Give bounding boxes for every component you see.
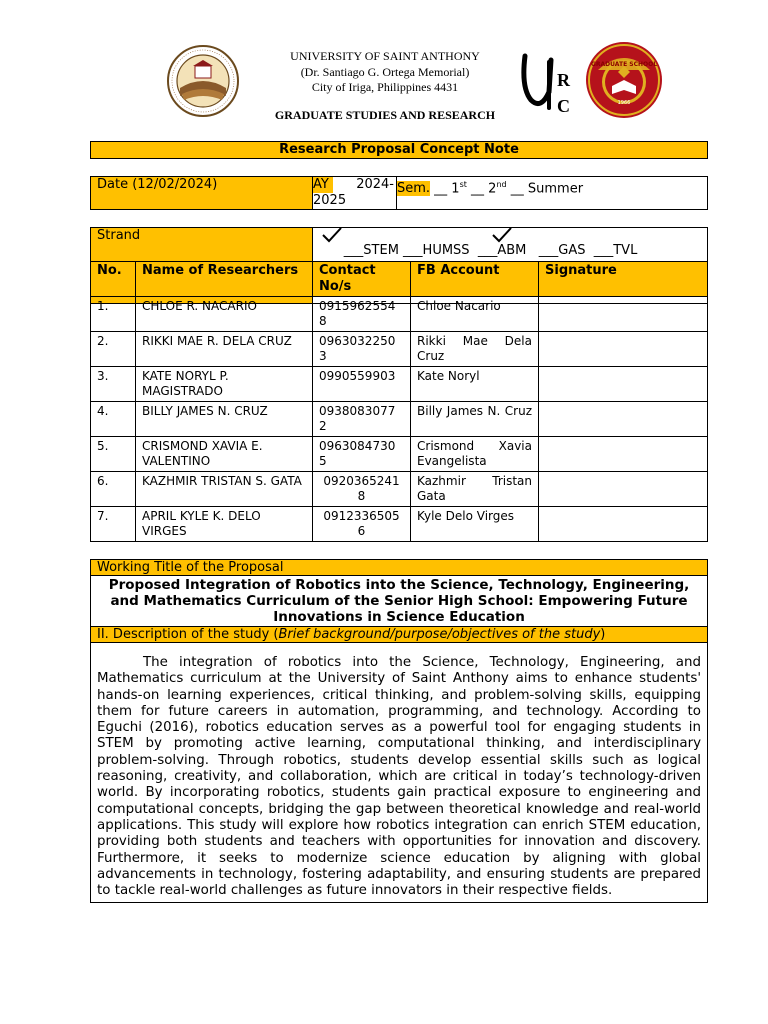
strand-options-text: ___STEM ___HUMSS ___ABM ___GAS ___TVL — [343, 243, 638, 258]
stem-check-icon — [321, 226, 343, 244]
urc-logo — [519, 48, 581, 118]
signature-cell[interactable] — [539, 367, 708, 402]
proposal-title: Proposed Integration of Robotics into the Science, Technology, Engineering, and Mathematics Curriculum of the Senior High School: Empowering Future Innovations in Science Education — [91, 576, 708, 627]
proposal-table — [90, 559, 708, 903]
ay-label: AY — [313, 177, 333, 193]
meta-table — [90, 176, 708, 210]
signature-cell[interactable] — [539, 437, 708, 472]
sem-second-option: __ 2 — [466, 181, 497, 197]
signature-cell[interactable] — [539, 507, 708, 542]
working-title-label: Working Title of the Proposal — [91, 560, 708, 576]
university-memorial: (Dr. Santiago G. Ortega Memorial) — [300, 65, 470, 79]
table-row: 7. APRIL KYLE K. DELO VIRGES 0912336505 6 Kyle Delo Virges — [91, 507, 708, 542]
form-title: Research Proposal Concept Note — [91, 142, 708, 159]
researchers-table — [90, 261, 708, 542]
table-row: 4. BILLY JAMES N. CRUZ 0938083077 2 Billy James N. Cruz — [91, 402, 708, 437]
graduate-school-seal — [584, 40, 664, 120]
table-row: 6. KAZHMIR TRISTAN S. GATA 0920365241 8 Kazhmir Tristan Gata — [91, 472, 708, 507]
ay-cell — [313, 177, 397, 210]
header-contact: Contact No/s — [313, 262, 411, 297]
description-body: The integration of robotics into the Science, Technology, Engineering, and Mathematics curriculum at the University of Saint Anthony aims to enhance students' hands-on learning experiences, critical thinking, and problem-solving skills, equipping them for future careers in automation, programming, and technology. According to Eguchi (2016), robotics education serves as a powerful tool for engaging students in STEM by promoting active learning, computational thinking, and interdisciplinary problem-solving. Through robotics, students develop essential skills such as logical reasoning, creativity, and collaboration, which are critical in today’s technology-driven world. By incorporating robotics, students gain practical exposure to engineering and computational concepts, bridging the gap between theoretical knowledge and real-world applications. This study will explore how robotics integration can enrich STEM education, providing both students and teachers with opportunities for innovation and discovery. Furthermore, it seeks to modernize science education by aligning with global advancements in technology, fostering adaptability, and ensuring students are prepared to tackle real-world challenges as future innovators in their respective fields. — [91, 643, 708, 903]
ay-value-start: 2024- — [356, 177, 394, 192]
sem-cell: Sem. __ 1st __ 2nd __ Summer — [397, 177, 708, 210]
date-cell: Date (12/02/2024) — [91, 177, 313, 210]
description-hint: Brief background/purpose/objectives of the study — [278, 627, 601, 642]
signature-cell[interactable] — [539, 472, 708, 507]
ay-value-end: 2025 — [313, 193, 347, 208]
svg-text:GRADUATE SCHOOL: GRADUATE SCHOOL — [590, 61, 658, 68]
svg-text:R: R — [557, 70, 570, 90]
header-fb: FB Account — [411, 262, 539, 297]
abm-check-icon — [491, 226, 513, 244]
svg-text:C: C — [557, 96, 570, 116]
sem-first-option: __ 1 — [430, 181, 460, 197]
header-name: Name of Researchers — [136, 262, 313, 297]
description-label: II. Description of the study (Brief background/purpose/objectives of the study) — [91, 627, 708, 643]
header-signature: Signature — [539, 262, 708, 297]
sem-label: Sem. — [397, 181, 431, 197]
signature-cell[interactable] — [539, 332, 708, 367]
signature-cell[interactable] — [539, 297, 708, 332]
university-name: UNIVERSITY OF SAINT ANTHONY — [290, 49, 480, 63]
form-title-table — [90, 141, 708, 159]
header-no: No. — [91, 262, 136, 297]
strand-label: Strand — [91, 228, 313, 304]
department-name: GRADUATE STUDIES AND RESEARCH — [274, 108, 496, 122]
table-row: 5. CRISMOND XAVIA E. VALENTINO 0963084730 5 Crismond Xavia Evangelista — [91, 437, 708, 472]
table-row: 2. RIKKI MAE R. DELA CRUZ 0963032250 3 Rikki Mae Dela Cruz — [91, 332, 708, 367]
signature-cell[interactable] — [539, 402, 708, 437]
table-row: 1. CHLOE R. NACARIO 0915962554 8 Chloe Nacario — [91, 297, 708, 332]
table-row: 3. KATE NORYL P. MAGISTRADO 0990559903 Kate Noryl — [91, 367, 708, 402]
svg-text:1966: 1966 — [617, 100, 631, 106]
university-city: City of Iriga, Philippines 4431 — [311, 80, 459, 94]
sem-summer-option: __ Summer — [506, 181, 584, 197]
